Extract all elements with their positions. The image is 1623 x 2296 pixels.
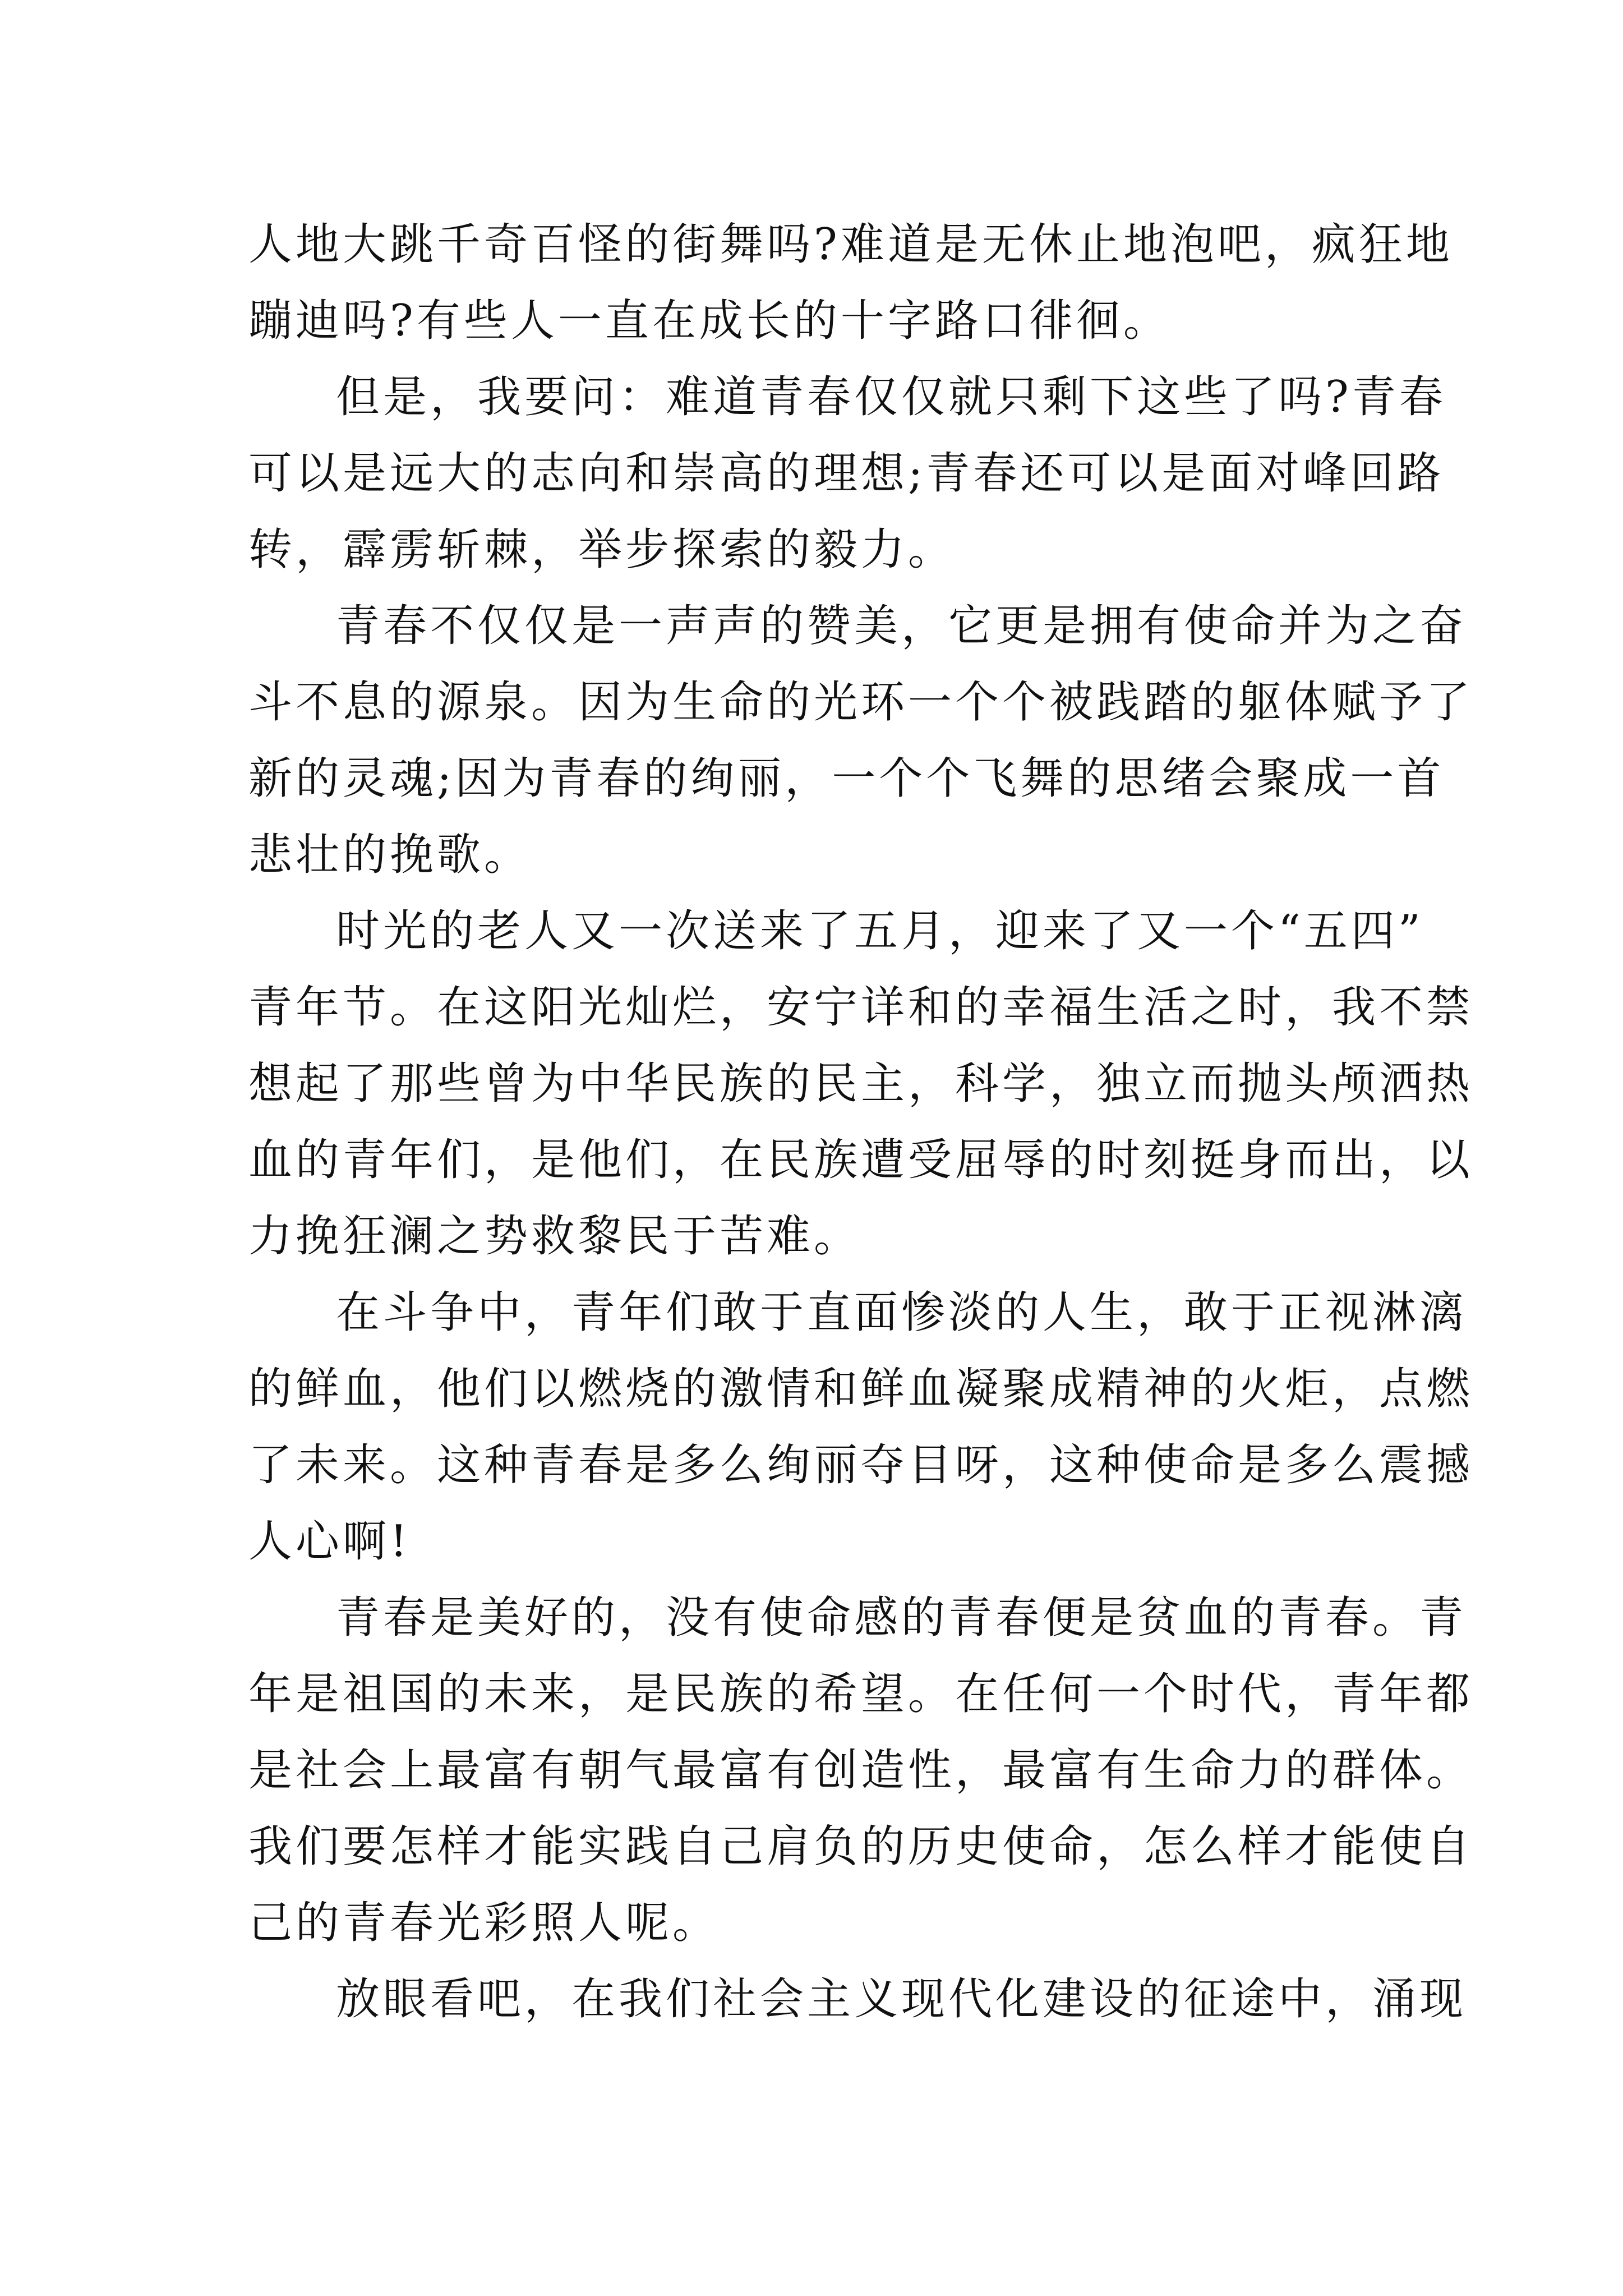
- text-line: 血的青年们，是他们，在民族遭受屈辱的时刻挺身而出，以: [248, 1135, 1474, 1185]
- text-line: 悲壮的挽歌。: [248, 830, 532, 880]
- text-line: 可以是远大的志向和崇高的理想;青春还可以是面对峰回路: [248, 448, 1445, 499]
- text-line: 是社会上最富有朝气最富有创造性，最富有生命力的群体。: [248, 1745, 1474, 1796]
- text-line: 青年节。在这阳光灿烂，安宁详和的幸福生活之时，我不禁: [248, 982, 1474, 1033]
- text-line: 转，霹雳斩棘，举步探索的毅力。: [248, 524, 956, 575]
- text-line: 斗不息的源泉。因为生命的光环一个个被践踏的躯体赋予了: [248, 677, 1474, 728]
- text-line: 年是祖国的未来，是民族的希望。在任何一个时代，青年都: [248, 1669, 1474, 1719]
- text-line: 人地大跳千奇百怪的街舞吗?难道是无休止地泡吧，疯狂地: [248, 219, 1453, 270]
- text-line: 力挽狂澜之势救黎民于苦难。: [248, 1211, 861, 1262]
- document-body: [248, 206, 1474, 2037]
- text-line: 新的灵魂;因为青春的绚丽，一个个飞舞的思绪会聚成一首: [248, 753, 1445, 804]
- text-line: 想起了那些曾为中华民族的民主，科学，独立而抛头颅洒热: [248, 1059, 1474, 1109]
- text-line: 时光的老人又一次送来了五月，迎来了又一个“五四”: [336, 906, 1424, 956]
- text-line: 我们要怎样才能实践自己肩负的历史使命，怎么样才能使自: [248, 1821, 1474, 1872]
- text-line: 己的青春光彩照人呢。: [248, 1898, 720, 1948]
- text-line: 青春是美好的，没有使命感的青春便是贫血的青春。青: [336, 1593, 1467, 1643]
- text-line: 放眼看吧，在我们社会主义现代化建设的征途中，涌现: [336, 1974, 1467, 2024]
- text-line: 人心啊!: [248, 1516, 411, 1567]
- text-line: 但是，我要问：难道青春仅仅就只剩下这些了吗?青春: [336, 372, 1446, 422]
- text-line: 的鲜血，他们以燃烧的激情和鲜血凝聚成精神的火炬，点燃: [248, 1364, 1474, 1414]
- text-line: 了未来。这种青春是多么绚丽夺目呀，这种使命是多么震撼: [248, 1440, 1474, 1490]
- text-line: 蹦迪吗?有些人一直在成长的十字路口徘徊。: [248, 296, 1170, 346]
- text-line: 青春不仅仅是一声声的赞美，它更是拥有使命并为之奋: [336, 601, 1467, 651]
- text-line: 在斗争中，青年们敢于直面惨淡的人生，敢于正视淋漓: [336, 1287, 1467, 1338]
